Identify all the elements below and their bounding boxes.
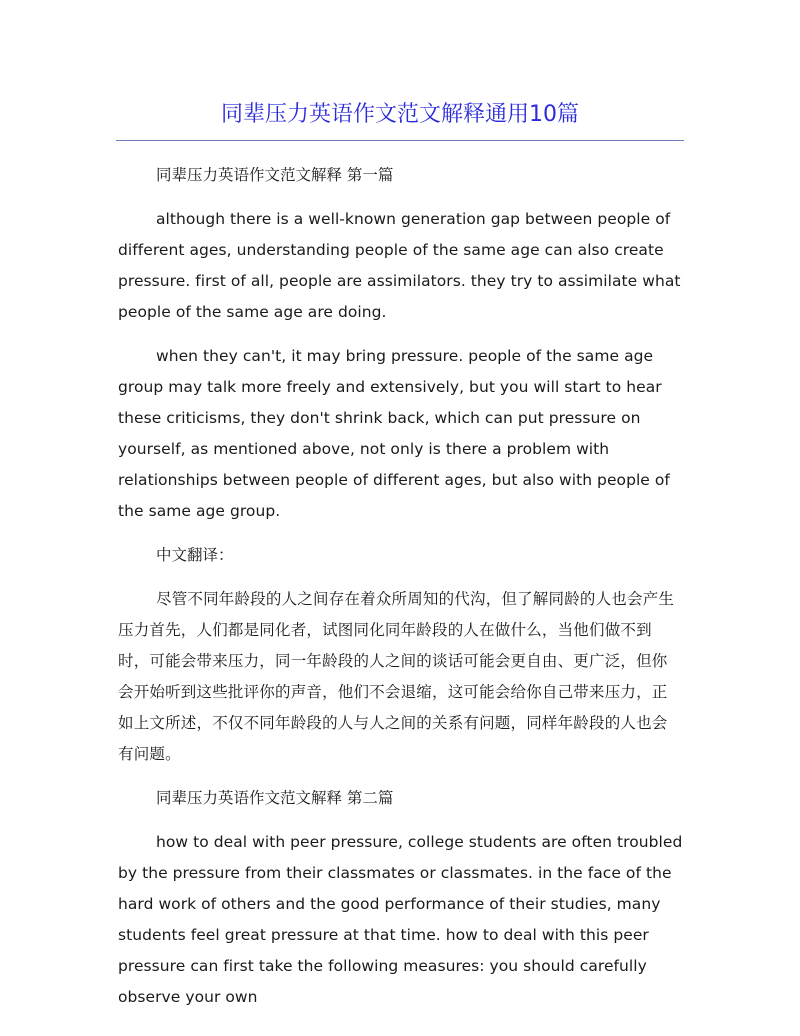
section-heading-1: 同辈压力英语作文范文解释 第一篇: [156, 166, 394, 184]
paragraph-2: when they can't, it may bring pressure. people of the same age group may talk more freely and extensively, but you will start to hear these criticisms, they don't shrink back, which can put pressure on yourself, as mentioned above, not only is there a problem with relationships between people of different ages, but also with people of the same age group.: [118, 347, 670, 520]
document-body: [118, 160, 683, 1013]
section-heading-2: 同辈压力英语作文范文解释 第二篇: [156, 789, 394, 807]
paragraph-3: how to deal with peer pressure, college students are often troubled by the pressure from their classmates or classmates. in the face of the hard work of others and the good performance of their studies, many students feel great pressure at that time. how to deal with this peer pressure can first take the following measures: you should carefully observe your own: [118, 833, 683, 1006]
document-title: 同辈压力英语作文范文解释通用10篇: [221, 102, 579, 127]
translation-label: 中文翻译：: [156, 546, 234, 564]
title-divider: [116, 140, 684, 141]
chinese-translation: 尽管不同年龄段的人之间存在着众所周知的代沟，但了解同龄的人也会产生压力首先，人们都是同化者，试图同化同年龄段的人在做什么，当他们做不到时，可能会带来压力，同一年龄段的人之间的谈话可能会更自由、更广泛，但你会开始听到这些批评你的声音，他们不会退缩，这可能会给你自己带来压力，正如上文所述，不仅不同年龄段的人与人之间的关系有问题，同样年龄段的人也会有问题。: [118, 590, 675, 763]
paragraph-1: although there is a well-known generation gap between people of different ages, understanding people of the same age can also create pressure. first of all, people are assimilators. they try to assimilate what people of the same age are doing.: [118, 210, 681, 321]
